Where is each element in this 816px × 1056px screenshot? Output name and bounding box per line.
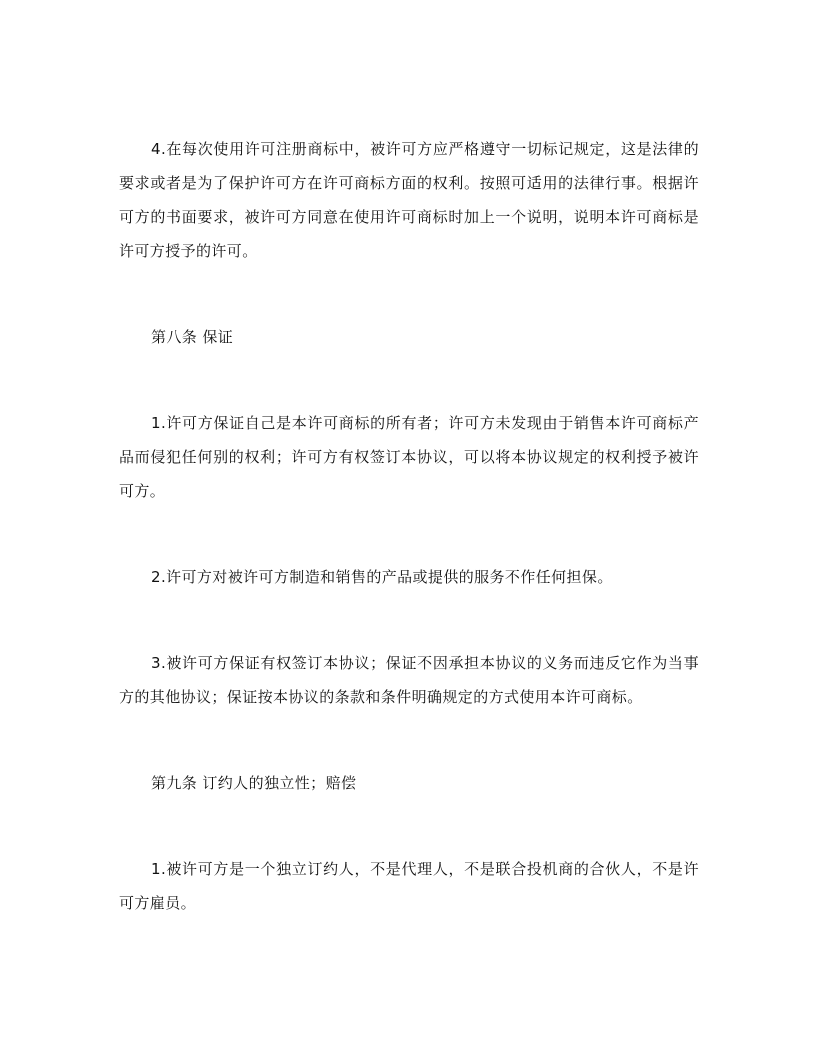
article-8-clause-1: 1.许可方保证自己是本许可商标的所有者；许可方未发现由于销售本许可商标产品而侵犯任何别的权利；许可方有权签订本协议，可以将本协议规定的权利授予被许可方。 [119, 414, 699, 500]
paragraph-spacer [119, 800, 699, 852]
article-8-clause-2: 2.许可方对被许可方制造和销售的产品或提供的服务不作任何担保。 [151, 568, 613, 586]
paragraph-spacer [119, 714, 699, 766]
article-8-clause-3: 3.被许可方保证有权签订本协议；保证不因承担本协议的义务而违反它作为当事方的其他协议；保证按本协议的条款和条件明确规定的方式使用本许可商标。 [119, 654, 699, 706]
paragraph-spacer [119, 354, 699, 406]
paragraph-spacer [119, 508, 699, 560]
paragraph-spacer [119, 594, 699, 646]
article-9-heading: 第九条 订约人的独立性；赔偿 [151, 774, 357, 792]
paragraph-spacer [119, 268, 699, 320]
article-8-heading: 第八条 保证 [151, 328, 234, 346]
paragraph-trademark-marking: 4.在每次使用许可注册商标中，被许可方应严格遵守一切标记规定，这是法律的要求或者是为了保护许可方在许可商标方面的权利。按照可适用的法律行事。根据许可方的书面要求，被许可方同意在使用许可商标时加上一个说明，说明本许可商标是许可方授予的许可。 [119, 140, 699, 260]
article-9-clause-1: 1.被许可方是一个独立订约人，不是代理人，不是联合投机商的合伙人，不是许可方雇员。 [119, 860, 699, 912]
document-body [119, 132, 699, 920]
